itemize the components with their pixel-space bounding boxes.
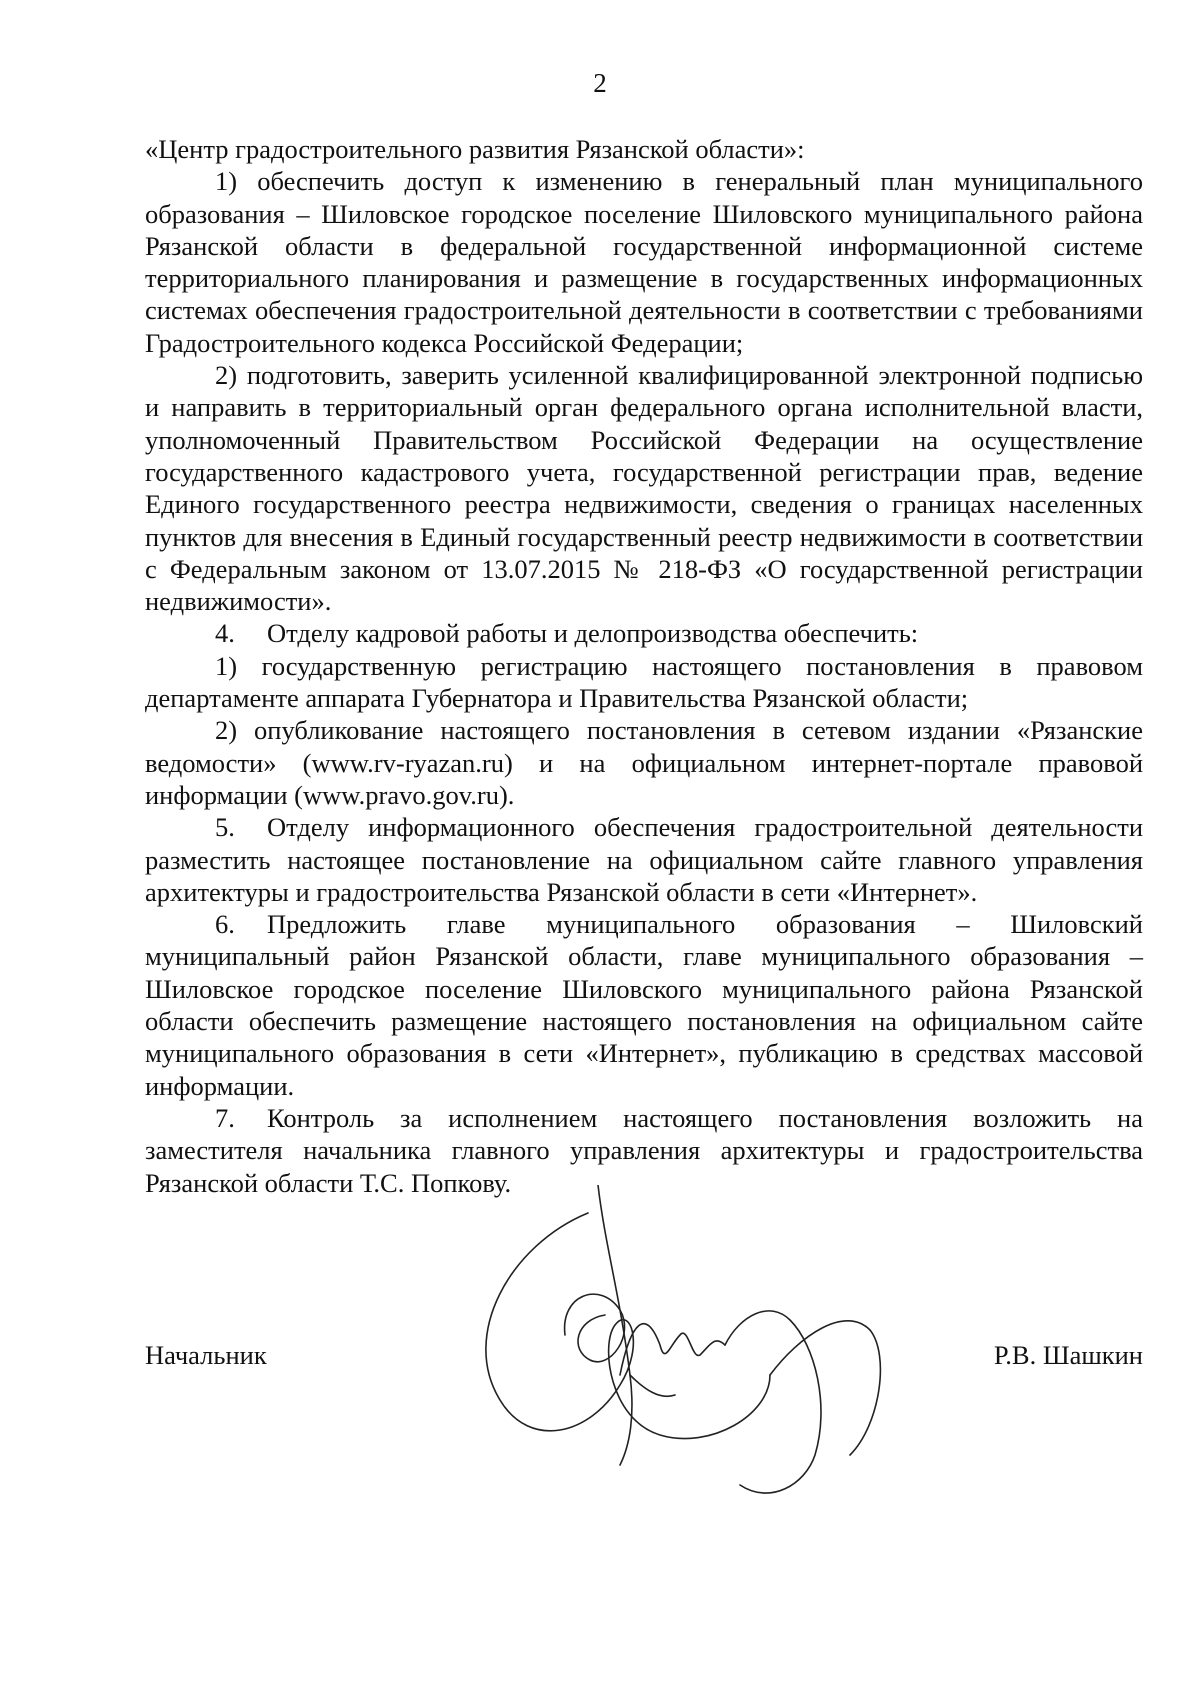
paragraph-item-4 xyxy=(145,617,1143,649)
document-body xyxy=(145,133,1143,1199)
paragraph-item-4-2 xyxy=(145,714,1143,811)
signer-title: Начальник xyxy=(145,1340,267,1370)
paragraph-number: 6. xyxy=(215,909,235,940)
paragraph-intro xyxy=(145,133,1143,165)
paragraph-item-3-1 xyxy=(145,165,1143,359)
paragraph-text: Контроль за исполнением настоящего постановления возложить на заместителя начальника главного управления архитектуры и градостроительства Рязанской области Т.С. Попкову. xyxy=(145,1102,1143,1198)
paragraph-text: Предложить главе муниципального образования – Шиловский муниципальный район Рязанской области, главе муниципального образования – Шиловское городское поселение Шиловского муниципального района Рязанской области обеспечить размещение настоящего постановления на официальном сайте муниципального образования в сети «Интернет», публикацию в средствах массовой информации. xyxy=(145,909,1143,1101)
paragraph-text: Отделу информационного обеспечения градостроительной деятельности разместить настоящее постановление на официальном сайте главного управления архитектуры и градостроительства Рязанской области в сети «Интернет». xyxy=(145,812,1143,907)
paragraph-text: 2) подготовить, заверить усиленной квалифицированной электронной подписью и направить в территориальный орган федерального органа исполнительной власти, уполномоченный Правительством Российской Федерации на осуществление государственного кадастрового учета, государственной регистрации прав, ведение Единого государственного реестра недвижимости, сведения о границах населенных пунктов для внесения в Единый государственный реестр недвижимости в соответствии с Федеральным законом от 13.07.2015 № 218-ФЗ «О государственной регистрации недвижимости». xyxy=(145,360,1143,617)
paragraph-number: 5. xyxy=(215,812,235,843)
paragraph-text: 1) обеспечить доступ к изменению в генеральный план муниципального образования – Шиловское городское поселение Шиловского муниципального района Рязанской области в федеральной государственной информационной системе территориального планирования и размещение в государственных информационных системах обеспечения градостроительной деятельности в соответствии с требованиями Градостроительного кодекса Российской Федерации; xyxy=(145,166,1143,358)
paragraph-number: 4. xyxy=(215,618,235,649)
paragraph-item-6 xyxy=(145,908,1143,1102)
paragraph-item-5 xyxy=(145,811,1143,908)
handwritten-signature xyxy=(470,1185,900,1515)
paragraph-number: 7. xyxy=(215,1102,235,1133)
paragraph-text: 1) государственную регистрацию настоящего постановления в правовом департаменте аппарата Губернатора и Правительства Рязанской области; xyxy=(145,650,1143,714)
paragraph-item-4-1 xyxy=(145,650,1143,715)
page-number: 2 xyxy=(593,68,607,98)
paragraph-item-3-2 xyxy=(145,359,1143,617)
paragraph-text: 2) опубликование настоящего постановления в сетевом издании «Рязанские ведомости» (www.rv-ryazan.ru) и на официальном интернет-портале правовой информации (www.pravo.gov.ru). xyxy=(145,715,1143,810)
signer-name: Р.В. Шашкин xyxy=(993,1340,1143,1370)
paragraph-text: «Центр градостроительного развития Рязанской области»: xyxy=(145,134,805,164)
paragraph-text: Отделу кадровой работы и делопроизводства обеспечить: xyxy=(267,618,919,649)
